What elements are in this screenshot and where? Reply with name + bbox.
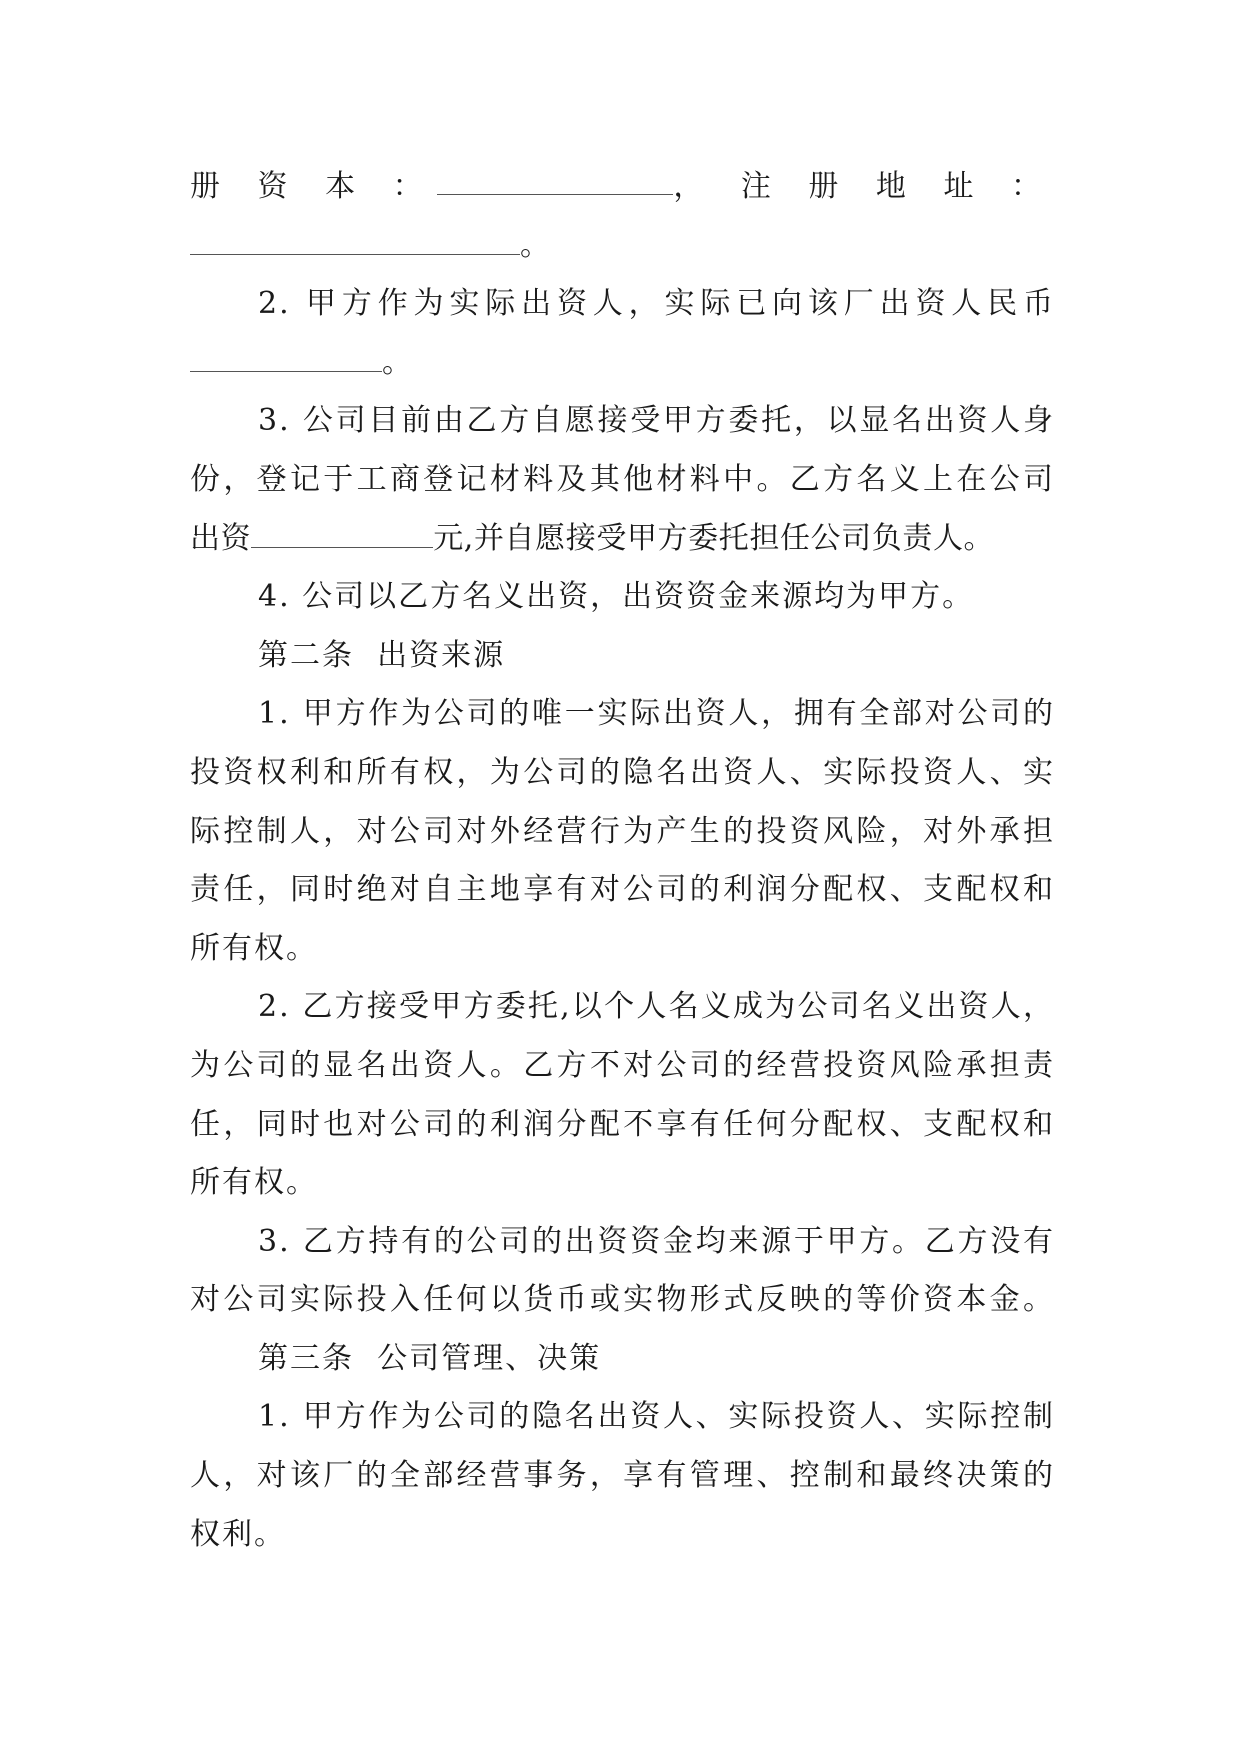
- registered-address-blank: [190, 253, 520, 255]
- paragraph-line: 对公司实际投入任何以货币或实物形式反映的等价资本金。: [190, 1282, 1055, 1318]
- paragraph-line: 所有权。: [190, 1165, 318, 1201]
- registered-capital-blank: [437, 193, 674, 195]
- registered-address-line: [190, 217, 1055, 276]
- paragraph-line: 份，登记于工商登记材料及其他材料中。乙方名义上在公司: [190, 461, 1055, 497]
- registered-capital-label: 册 资 本 ：: [190, 169, 437, 204]
- paragraph-line: 1. 甲方作为公司的唯一实际出资人，拥有全部对公司的: [258, 696, 1055, 732]
- registered-capital-line: [190, 158, 1055, 217]
- investment-amount-blank: [190, 370, 382, 372]
- document-body: [190, 158, 1055, 1564]
- paragraph-line: 责任，同时绝对自主地享有对公司的利润分配权、支配权和: [190, 872, 1055, 908]
- paragraph-line: 人，对该厂的全部经营事务，享有管理、控制和最终决策的: [190, 1458, 1055, 1494]
- paragraph-line: 投资权利和所有权，为公司的隐名出资人、实际投资人、实: [190, 754, 1055, 790]
- paragraph-line: 际控制人，对公司对外经营行为产生的投资风险，对外承担: [190, 813, 1055, 849]
- paragraph-line: 4. 公司以乙方名义出资，出资资金来源均为甲方。: [258, 579, 975, 615]
- capital-contribution-suffix: 元,并自愿接受甲方委托担任公司负责人。: [433, 520, 995, 556]
- registered-address-label: ， 注 册 地 址 ：: [673, 169, 1055, 204]
- period-mark: 。: [382, 344, 414, 380]
- paragraph-line: 3. 公司目前由乙方自愿接受甲方委托，以显名出资人身: [258, 403, 1055, 439]
- paragraph-line: 3. 乙方持有的公司的出资资金均来源于甲方。乙方没有: [258, 1223, 1055, 1259]
- capital-contribution-line: [190, 510, 1055, 569]
- capital-contribution-prefix: 出资: [190, 520, 252, 556]
- section-heading: 第二条 出资来源: [258, 637, 506, 673]
- investment-amount-line: [190, 334, 1055, 393]
- paragraph-line: 2. 乙方接受甲方委托,以个人名义成为公司名义出资人，: [258, 989, 1055, 1025]
- paragraph-line: 1. 甲方作为公司的隐名出资人、实际投资人、实际控制: [258, 1399, 1055, 1435]
- section-heading: 第三条 公司管理、决策: [258, 1340, 602, 1376]
- paragraph-line: 为公司的显名出资人。乙方不对公司的经营投资风险承担责: [190, 1047, 1055, 1083]
- paragraph-line: 2. 甲方作为实际出资人，实际已向该厂出资人民币: [258, 286, 1055, 322]
- capital-contribution-blank: [251, 546, 433, 548]
- period-mark: 。: [520, 227, 552, 263]
- paragraph-line: 所有权。: [190, 930, 318, 966]
- paragraph-line: 任，同时也对公司的利润分配不享有任何分配权、支配权和: [190, 1106, 1055, 1142]
- paragraph-line: 权利。: [190, 1516, 286, 1552]
